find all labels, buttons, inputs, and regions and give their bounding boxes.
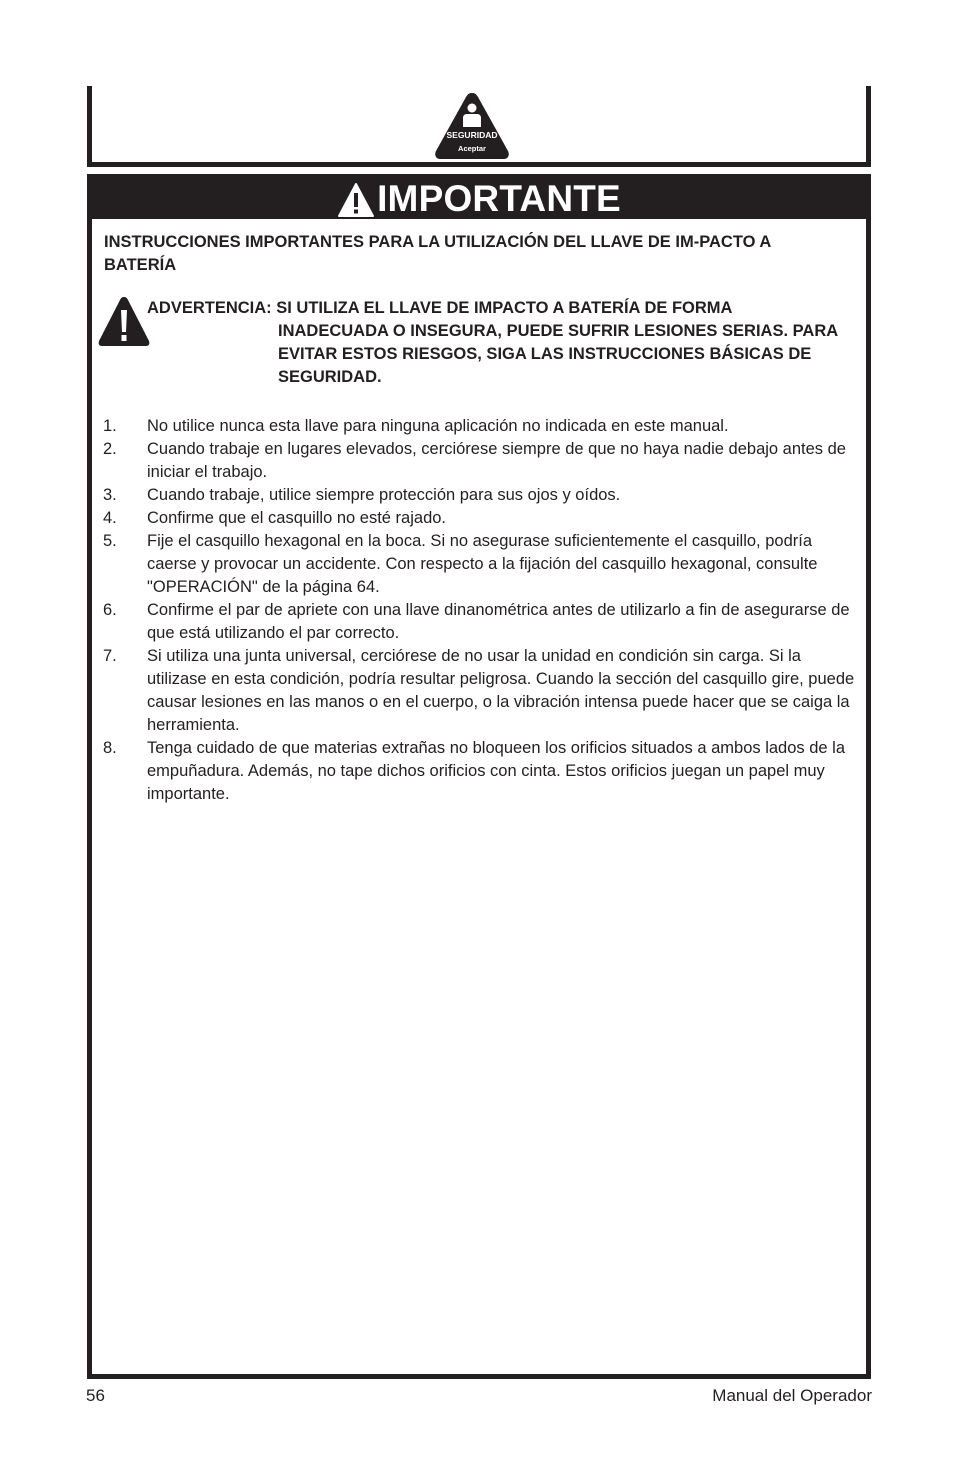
item-text: Tenga cuidado de que materias extrañas no bloqueen los orificios situados a ambos lados de la empuñadura. Además, no tape dichos orificios con cinta. Estos orificios juegan un papel muy importante. (147, 739, 846, 803)
footer-title: Manual del Operador (712, 1386, 872, 1405)
list-item (103, 599, 863, 645)
item-number: 6. (103, 601, 117, 619)
list-item (103, 484, 863, 507)
caution-exclamation-icon (97, 295, 151, 347)
item-text: Cuando trabaje en lugares elevados, cerciórese siempre de que no haya nadie debajo antes de iniciar el trabajo. (147, 440, 846, 481)
item-number: 5. (103, 532, 117, 550)
item-text: Confirme que el casquillo no esté rajado. (147, 509, 447, 527)
badge-line2: Aceptar (458, 144, 486, 153)
item-text: Fije el casquillo hexagonal en la boca. Si no asegurase suficientemente el casquillo, podría caerse y provocar un accidente. Con respecto a la fijación del casquillo hexagonal, consulte "OPERACIÓN" de la página 64. (147, 532, 818, 596)
list-item (103, 530, 863, 599)
item-number: 4. (103, 509, 117, 527)
important-panel (87, 174, 871, 1379)
item-text: Confirme el par de apriete con una llave dinanométrica antes de utilizarlo a fin de asegurarse de que está utilizando el par correcto. (147, 601, 850, 642)
list-item (103, 415, 863, 438)
important-banner (92, 179, 866, 219)
item-number: 3. (103, 486, 117, 504)
item-text: No utilice nunca esta llave para ninguna aplicación no indicada en este manual. (147, 417, 729, 435)
instructions-list (103, 415, 863, 806)
warning-lead: ADVERTENCIA: SI UTILIZA EL LLAVE DE IMPACTO A BATERÍA DE FORMA (147, 299, 733, 317)
list-item (103, 737, 863, 806)
warning-rest: INADECUADA O INSEGURA, PUEDE SUFRIR LESIONES SERIAS. PARA EVITAR ESTOS RIESGOS, SIGA LAS INSTRUCCIONES BÁSICAS DE SEGURIDAD. (278, 322, 838, 386)
item-text: Si utiliza una junta universal, cerciórese de no usar la unidad en condición sin carga. Si la utilizase en esta condición, podría resultar peligrosa. Cuando la sección del casquillo gire, puede causar lesiones en las manos o en el cuerpo, o la vibración intensa puede hacer que se caiga la herramienta. (147, 647, 855, 734)
warning-triangle-icon (337, 182, 375, 218)
safety-badge-icon (433, 91, 511, 161)
banner-title: IMPORTANTE (377, 178, 621, 219)
item-number: 8. (103, 739, 117, 757)
item-number: 7. (103, 647, 117, 665)
list-item (103, 438, 863, 484)
item-number: 2. (103, 440, 117, 458)
page-number: 56 (86, 1386, 105, 1405)
section-heading: INSTRUCCIONES IMPORTANTES PARA LA UTILIZACIÓN DEL LLAVE DE IM-PACTO A BATERÍA (104, 233, 771, 274)
item-number: 1. (103, 417, 117, 435)
list-item (103, 645, 863, 737)
warning-text (147, 297, 867, 389)
list-item (103, 507, 863, 530)
badge-line1: SEGURIDAD (446, 130, 498, 140)
item-text: Cuando trabaje, utilice siempre protección para sus ojos y oídos. (147, 486, 621, 504)
